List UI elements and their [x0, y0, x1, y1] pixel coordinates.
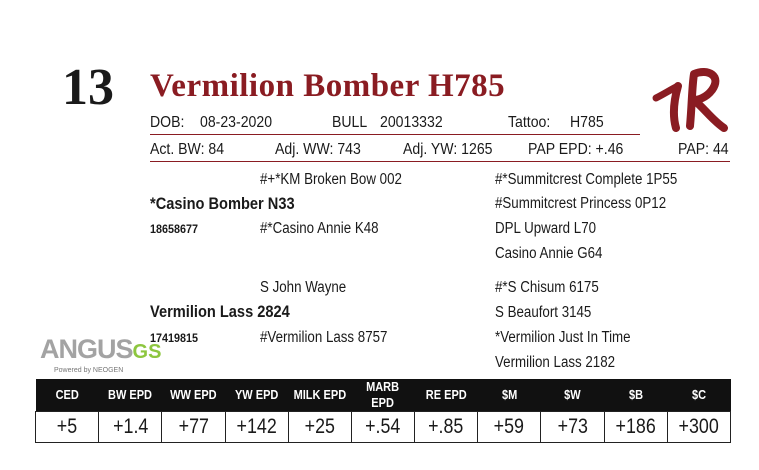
pap-epd: PAP EPD: +.46 — [528, 141, 624, 158]
epd-value-cell: +142 — [225, 412, 288, 443]
sire-dam-sire: DPL Upward L70 — [495, 220, 597, 237]
epd-header-cell: RE EPD — [415, 379, 478, 412]
epd-value-cell: +25 — [288, 412, 351, 443]
actual-bw: Act. BW: 84 — [150, 141, 225, 158]
vr-brand-icon — [650, 64, 730, 140]
dam-name: Vermilion Lass 2824 — [150, 302, 290, 321]
epd-header-cell: YW EPD — [225, 379, 288, 412]
dam-dam: #Vermilion Lass 8757 — [260, 329, 388, 346]
tattoo-value: H785 — [570, 114, 604, 131]
sire-dam: #*Casino Annie K48 — [260, 220, 379, 237]
pap-value: PAP: 44 — [678, 141, 729, 158]
epd-header-cell: $C — [667, 379, 730, 412]
dam-sire-dam: S Beaufort 3145 — [495, 304, 592, 321]
adjusted-yw: Adj. YW: 1265 — [403, 141, 493, 158]
epd-header-cell: WW EPD — [162, 379, 225, 412]
sire-dam-dam: Casino Annie G64 — [495, 245, 603, 262]
lot-number: 13 — [62, 59, 114, 116]
adjusted-ww: Adj. WW: 743 — [275, 141, 361, 158]
angus-gs-logo — [40, 335, 161, 375]
bull-label: BULL — [332, 114, 368, 131]
dam-registration: 17419815 — [150, 331, 199, 345]
epd-header-cell: $W — [541, 379, 604, 412]
epd-header-cell: $M — [478, 379, 541, 412]
epd-value-cell: +59 — [478, 412, 541, 443]
header-divider — [150, 134, 640, 135]
epd-value-cell: +186 — [604, 412, 667, 443]
registration-number: 20013332 — [380, 114, 443, 131]
epd-header-row — [36, 379, 731, 412]
dam-dam-dam: Vermilion Lass 2182 — [495, 354, 616, 371]
epd-value-cell: +.54 — [351, 412, 414, 443]
dam-sire-sire: #*S Chisum 6175 — [495, 279, 599, 296]
dob-label: DOB: — [150, 114, 185, 131]
epd-header-cell: $B — [604, 379, 667, 412]
epd-header-cell: BW EPD — [99, 379, 162, 412]
sire-sire-dam: #Summitcrest Princess 0P12 — [495, 195, 667, 212]
epd-value-row — [36, 412, 731, 443]
logo-gs-text: GS — [132, 341, 162, 363]
epd-header-cell: CED — [36, 379, 99, 412]
epd-value-cell: +1.4 — [99, 412, 162, 443]
dam-sire: S John Wayne — [260, 279, 347, 296]
sire-sire-sire: #*Summitcrest Complete 1P55 — [495, 171, 678, 188]
sire-registration: 18658677 — [150, 222, 199, 236]
epd-value-cell: +.85 — [415, 412, 478, 443]
dob-value: 08-23-2020 — [200, 114, 273, 131]
epd-table — [35, 379, 731, 443]
stats-divider — [150, 161, 730, 162]
logo-main-text: ANGUS — [40, 334, 133, 364]
sire-sire: #+*KM Broken Bow 002 — [260, 171, 402, 188]
tattoo-label: Tattoo: — [508, 114, 551, 131]
epd-header-cell: MARB EPD — [351, 379, 414, 412]
logo-subtitle: Powered by NEOGEN — [54, 367, 124, 374]
epd-header-cell: MILK EPD — [288, 379, 351, 412]
epd-value-cell: +73 — [541, 412, 604, 443]
sire-name: *Casino Bomber N33 — [150, 194, 295, 213]
epd-value-cell: +77 — [162, 412, 225, 443]
epd-value-cell: +5 — [36, 412, 99, 443]
animal-name: Vermilion Bomber H785 — [150, 68, 506, 104]
dam-dam-sire: *Vermilion Just In Time — [495, 329, 631, 346]
epd-value-cell: +300 — [667, 412, 730, 443]
